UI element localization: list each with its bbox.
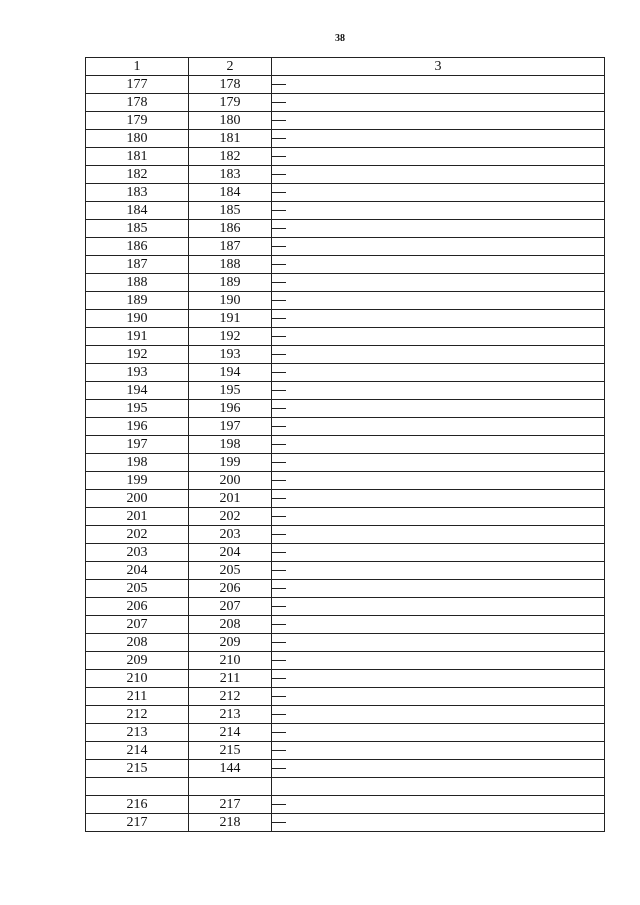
dash-mark xyxy=(272,642,286,643)
cell-col-1: 216 xyxy=(86,796,189,814)
dash-mark xyxy=(272,228,286,229)
table-row xyxy=(86,220,605,238)
cell-col-2: 144 xyxy=(189,760,272,778)
dash-mark xyxy=(272,426,286,427)
table-row xyxy=(86,508,605,526)
cell-col-2: 180 xyxy=(189,112,272,130)
table-row xyxy=(86,382,605,400)
dash-mark xyxy=(272,750,286,751)
cell-col-2: 212 xyxy=(189,688,272,706)
cell-col-2: 189 xyxy=(189,274,272,292)
cell-col-3 xyxy=(272,346,605,364)
cell-col-2: 218 xyxy=(189,814,272,832)
table-row xyxy=(86,130,605,148)
table-row xyxy=(86,760,605,778)
cell-col-1: 214 xyxy=(86,742,189,760)
cell-col-3 xyxy=(272,616,605,634)
cell-col-3 xyxy=(272,364,605,382)
cell-col-3 xyxy=(272,454,605,472)
cell-col-3 xyxy=(272,310,605,328)
cell-col-1: 186 xyxy=(86,238,189,256)
dash-mark xyxy=(272,516,286,517)
dash-mark xyxy=(272,408,286,409)
dash-mark xyxy=(272,354,286,355)
cell-col-1: 185 xyxy=(86,220,189,238)
dash-mark xyxy=(272,534,286,535)
table-row xyxy=(86,364,605,382)
dash-mark xyxy=(272,462,286,463)
table-row xyxy=(86,526,605,544)
cell-col-1: 217 xyxy=(86,814,189,832)
cell-col-3 xyxy=(272,220,605,238)
dash-mark xyxy=(272,570,286,571)
cell-col-1: 195 xyxy=(86,400,189,418)
dash-mark xyxy=(272,372,286,373)
dash-mark xyxy=(272,138,286,139)
dash-mark xyxy=(272,120,286,121)
cell-col-2: 205 xyxy=(189,562,272,580)
dash-mark xyxy=(272,660,286,661)
cell-col-3 xyxy=(272,778,605,796)
cell-col-1: 194 xyxy=(86,382,189,400)
dash-mark xyxy=(272,210,286,211)
cell-col-1: 198 xyxy=(86,454,189,472)
dash-mark xyxy=(272,282,286,283)
table-row xyxy=(86,184,605,202)
dash-mark xyxy=(272,174,286,175)
cell-col-2: 184 xyxy=(189,184,272,202)
table-row xyxy=(86,346,605,364)
table-row xyxy=(86,418,605,436)
cell-col-3 xyxy=(272,256,605,274)
dash-mark xyxy=(272,390,286,391)
table-row xyxy=(86,454,605,472)
dash-mark xyxy=(272,480,286,481)
cell-col-3 xyxy=(272,634,605,652)
cell-col-3 xyxy=(272,670,605,688)
cell-col-2: 198 xyxy=(189,436,272,454)
cell-col-3 xyxy=(272,130,605,148)
table-row xyxy=(86,166,605,184)
cell-col-2: 194 xyxy=(189,364,272,382)
dash-mark xyxy=(272,732,286,733)
table-row xyxy=(86,310,605,328)
dash-mark xyxy=(272,606,286,607)
column-header-1: 1 xyxy=(86,58,189,76)
table-row xyxy=(86,436,605,454)
table-row xyxy=(86,94,605,112)
cell-col-2: 217 xyxy=(189,796,272,814)
cell-col-3 xyxy=(272,472,605,490)
cell-col-2: 215 xyxy=(189,742,272,760)
dash-mark xyxy=(272,588,286,589)
cell-col-3 xyxy=(272,418,605,436)
cell-col-3 xyxy=(272,508,605,526)
data-table xyxy=(85,57,605,832)
cell-col-2: 178 xyxy=(189,76,272,94)
cell-col-1: 192 xyxy=(86,346,189,364)
cell-col-3 xyxy=(272,490,605,508)
cell-col-1: 181 xyxy=(86,148,189,166)
cell-col-1: 191 xyxy=(86,328,189,346)
table-row xyxy=(86,724,605,742)
cell-col-2: 197 xyxy=(189,418,272,436)
cell-col-1: 206 xyxy=(86,598,189,616)
dash-mark xyxy=(272,768,286,769)
cell-col-2: 195 xyxy=(189,382,272,400)
table-row xyxy=(86,112,605,130)
dash-mark xyxy=(272,624,286,625)
cell-col-2: 188 xyxy=(189,256,272,274)
cell-col-3 xyxy=(272,760,605,778)
cell-col-3 xyxy=(272,436,605,454)
cell-col-3 xyxy=(272,544,605,562)
cell-col-1: 207 xyxy=(86,616,189,634)
cell-col-3 xyxy=(272,724,605,742)
cell-col-3 xyxy=(272,706,605,724)
cell-col-3 xyxy=(272,112,605,130)
dash-mark xyxy=(272,318,286,319)
cell-col-3 xyxy=(272,166,605,184)
table-row xyxy=(86,202,605,220)
cell-col-1: 178 xyxy=(86,94,189,112)
cell-col-1: 204 xyxy=(86,562,189,580)
cell-col-1: 184 xyxy=(86,202,189,220)
cell-col-2: 206 xyxy=(189,580,272,598)
dash-mark xyxy=(272,264,286,265)
cell-col-1: 212 xyxy=(86,706,189,724)
cell-col-1: 210 xyxy=(86,670,189,688)
cell-col-2: 202 xyxy=(189,508,272,526)
cell-col-3 xyxy=(272,292,605,310)
cell-col-2: 190 xyxy=(189,292,272,310)
cell-col-2: 200 xyxy=(189,472,272,490)
cell-col-3 xyxy=(272,742,605,760)
cell-col-3 xyxy=(272,580,605,598)
dash-mark xyxy=(272,246,286,247)
cell-col-1: 193 xyxy=(86,364,189,382)
cell-col-3 xyxy=(272,76,605,94)
cell-col-2: 186 xyxy=(189,220,272,238)
cell-col-2: 210 xyxy=(189,652,272,670)
table-row xyxy=(86,742,605,760)
cell-col-3 xyxy=(272,94,605,112)
table-row xyxy=(86,814,605,832)
cell-col-3 xyxy=(272,652,605,670)
cell-col-1: 190 xyxy=(86,310,189,328)
cell-col-1: 208 xyxy=(86,634,189,652)
cell-col-1: 189 xyxy=(86,292,189,310)
cell-col-1: 196 xyxy=(86,418,189,436)
cell-col-2: 209 xyxy=(189,634,272,652)
table-row xyxy=(86,490,605,508)
table-row xyxy=(86,598,605,616)
cell-col-2: 182 xyxy=(189,148,272,166)
cell-col-1: 215 xyxy=(86,760,189,778)
dash-mark xyxy=(272,552,286,553)
dash-mark xyxy=(272,498,286,499)
cell-col-2: 213 xyxy=(189,706,272,724)
cell-col-2: 187 xyxy=(189,238,272,256)
cell-col-2: 203 xyxy=(189,526,272,544)
header-row xyxy=(86,58,605,76)
table-row xyxy=(86,706,605,724)
cell-col-1: 187 xyxy=(86,256,189,274)
dash-mark xyxy=(272,84,286,85)
cell-col-3 xyxy=(272,796,605,814)
cell-col-2: 185 xyxy=(189,202,272,220)
dash-mark xyxy=(272,102,286,103)
dash-mark xyxy=(272,678,286,679)
cell-col-1: 179 xyxy=(86,112,189,130)
cell-col-3 xyxy=(272,382,605,400)
cell-col-3 xyxy=(272,238,605,256)
cell-col-2: 183 xyxy=(189,166,272,184)
table-row xyxy=(86,652,605,670)
table-row xyxy=(86,238,605,256)
table-row xyxy=(86,562,605,580)
dash-mark xyxy=(272,822,286,823)
table-row xyxy=(86,400,605,418)
dash-mark xyxy=(272,156,286,157)
cell-col-1: 182 xyxy=(86,166,189,184)
cell-col-3 xyxy=(272,274,605,292)
cell-col-2: 196 xyxy=(189,400,272,418)
cell-col-1: 209 xyxy=(86,652,189,670)
cell-col-1 xyxy=(86,778,189,796)
cell-col-2: 191 xyxy=(189,310,272,328)
cell-col-2: 179 xyxy=(189,94,272,112)
cell-col-2: 214 xyxy=(189,724,272,742)
cell-col-2: 181 xyxy=(189,130,272,148)
table-row xyxy=(86,472,605,490)
cell-col-3 xyxy=(272,814,605,832)
cell-col-1: 188 xyxy=(86,274,189,292)
table-header xyxy=(86,58,605,76)
table-row xyxy=(86,778,605,796)
cell-col-3 xyxy=(272,526,605,544)
cell-col-2 xyxy=(189,778,272,796)
table-row xyxy=(86,292,605,310)
table-row xyxy=(86,796,605,814)
cell-col-3 xyxy=(272,562,605,580)
cell-col-3 xyxy=(272,328,605,346)
cell-col-1: 203 xyxy=(86,544,189,562)
table-row xyxy=(86,670,605,688)
cell-col-2: 193 xyxy=(189,346,272,364)
cell-col-1: 205 xyxy=(86,580,189,598)
dash-mark xyxy=(272,714,286,715)
cell-col-1: 199 xyxy=(86,472,189,490)
page-number: 38 xyxy=(335,33,345,44)
column-header-3: 3 xyxy=(272,58,605,76)
cell-col-1: 183 xyxy=(86,184,189,202)
dash-mark xyxy=(272,336,286,337)
cell-col-1: 201 xyxy=(86,508,189,526)
cell-col-1: 202 xyxy=(86,526,189,544)
cell-col-3 xyxy=(272,598,605,616)
table-row xyxy=(86,328,605,346)
cell-col-2: 211 xyxy=(189,670,272,688)
table-row xyxy=(86,256,605,274)
table-row xyxy=(86,634,605,652)
dash-mark xyxy=(272,300,286,301)
cell-col-1: 213 xyxy=(86,724,189,742)
table-row xyxy=(86,274,605,292)
table-row xyxy=(86,76,605,94)
cell-col-1: 200 xyxy=(86,490,189,508)
cell-col-1: 180 xyxy=(86,130,189,148)
cell-col-1: 177 xyxy=(86,76,189,94)
dash-mark xyxy=(272,696,286,697)
table-row xyxy=(86,580,605,598)
cell-col-3 xyxy=(272,400,605,418)
cell-col-3 xyxy=(272,202,605,220)
table-row xyxy=(86,148,605,166)
cell-col-3 xyxy=(272,688,605,706)
table-row xyxy=(86,688,605,706)
column-header-2: 2 xyxy=(189,58,272,76)
cell-col-1: 197 xyxy=(86,436,189,454)
table-body xyxy=(86,76,605,832)
cell-col-2: 201 xyxy=(189,490,272,508)
cell-col-3 xyxy=(272,148,605,166)
cell-col-1: 211 xyxy=(86,688,189,706)
dash-mark xyxy=(272,192,286,193)
dash-mark xyxy=(272,444,286,445)
table-row xyxy=(86,616,605,634)
cell-col-2: 199 xyxy=(189,454,272,472)
dash-mark xyxy=(272,804,286,805)
cell-col-3 xyxy=(272,184,605,202)
table-row xyxy=(86,544,605,562)
cell-col-2: 192 xyxy=(189,328,272,346)
cell-col-2: 208 xyxy=(189,616,272,634)
cell-col-2: 204 xyxy=(189,544,272,562)
cell-col-2: 207 xyxy=(189,598,272,616)
